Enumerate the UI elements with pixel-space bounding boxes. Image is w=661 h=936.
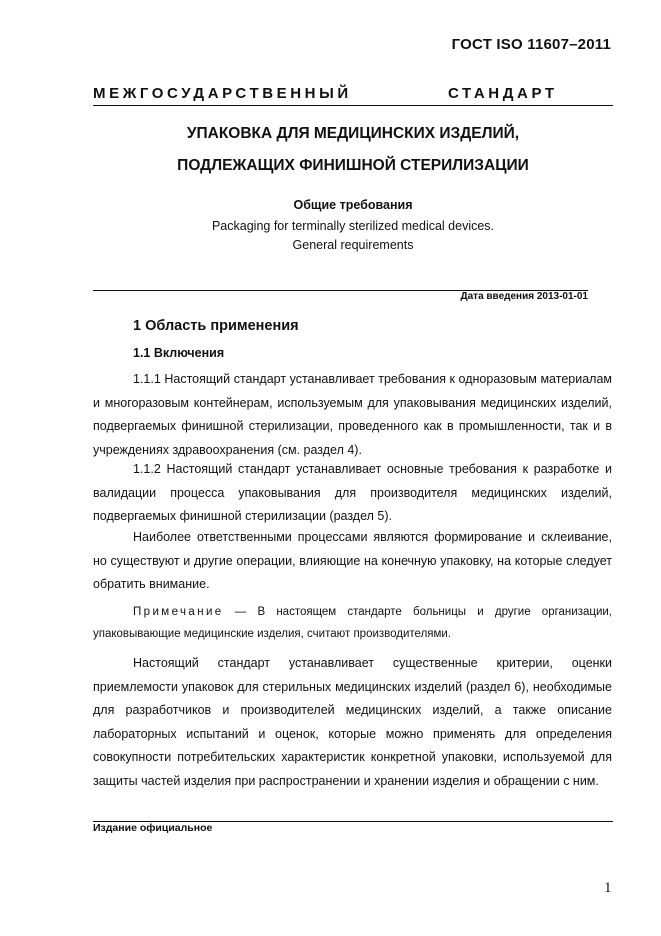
- paragraph-processes: Наиболее ответственными процессами являются формирование и склеивание, но существуют и другие операции, влияющие на конечную упаковку, на которые следует обратить внимание.: [93, 530, 612, 591]
- paragraph-1-1-1: 1.1.1 Настоящий стандарт устанавливает требования к одноразовым материалам и многоразовым контейнерам, используемым для упаковывания медицинских изделий, подвергаемых финишной стерилизации, проведенного как в промышленности, так и в учреждениях здравоохранения (см. раздел 4).: [93, 372, 612, 457]
- introduction-date: Дата введения 2013-01-01: [460, 291, 588, 302]
- english-title-line-1: Packaging for terminally sterilized medical devices.: [211, 219, 495, 233]
- note: [93, 602, 612, 645]
- document-title-line-1: УПАКОВКА ДЛЯ МЕДИЦИНСКИХ ИЗДЕЛИЙ,: [186, 125, 520, 142]
- standard-code: ГОСТ ISO 11607–2011: [451, 36, 611, 53]
- note-text: — В настоящем стандарте больницы и другие организации, упаковывающие медицинские изделия, считают производителями.: [93, 606, 612, 640]
- official-edition-label: Издание официальное: [93, 822, 213, 834]
- paragraph-1-1-2: 1.1.2 Настоящий стандарт устанавливает основные требования к разработке и валидации процесса упаковывания для производителя медицинских изделий, подвергаемых финишной стерилизации (раздел 5).: [93, 462, 612, 523]
- section-heading: 1 Область применения: [133, 318, 299, 334]
- document-subtitle: Общие требования: [293, 198, 413, 212]
- header-divider: [93, 105, 613, 106]
- paragraph-criteria: Настоящий стандарт устанавливает существенные критерии, оценки приемлемости упаковок для стерильных медицинских изделий (раздел 6), необходимые для разработчиков и производителей медицинских изделий, а также описание лабораторных испытаний и оценок, которые можно применять для определения совокупности потребительских характеристик конкретной упаковки, используемой для защиты частей изделия при распространении и хранении изделия и обращении с ним.: [93, 656, 612, 788]
- subsection-heading: 1.1 Включения: [133, 346, 225, 360]
- page-number: 1: [604, 880, 612, 896]
- english-title-line-2: General requirements: [292, 238, 414, 252]
- banner-interstate: МЕЖГОСУДАРСТВЕННЫЙ: [93, 85, 352, 102]
- banner-standard: СТАНДАРТ: [448, 85, 558, 102]
- document-title-line-2: ПОДЛЕЖАЩИХ ФИНИШНОЙ СТЕРИЛИЗАЦИИ: [177, 157, 529, 174]
- note-label: Примечание: [133, 606, 224, 618]
